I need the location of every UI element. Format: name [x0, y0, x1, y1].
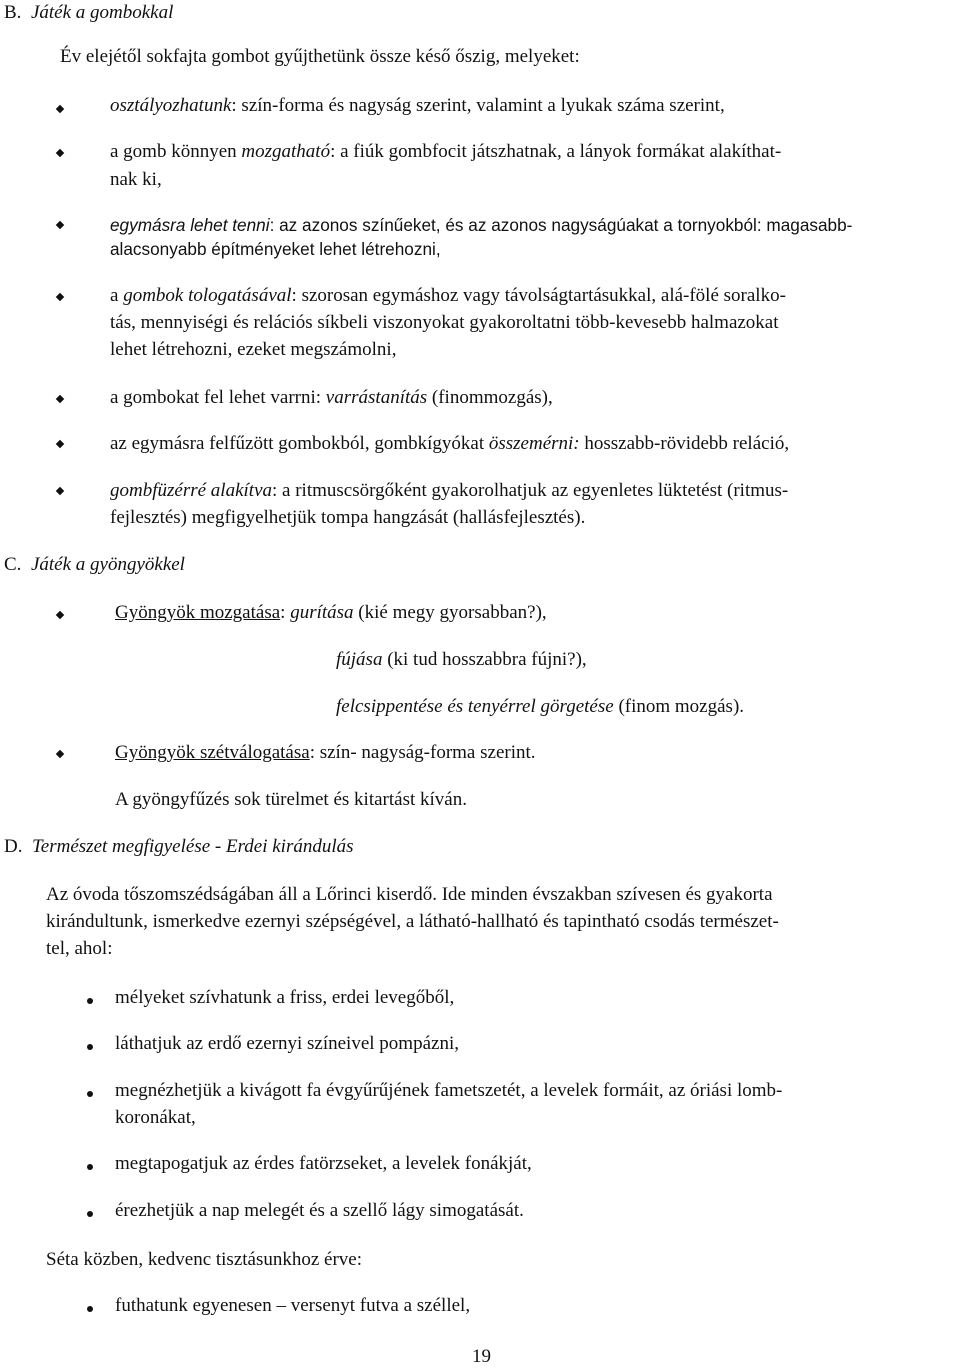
list-item: a gomb könnyen mozgatható: a fiúk gombfocit játszhatnak, a lányok formákat alakíthat-	[110, 141, 782, 162]
bullet-icon	[56, 395, 64, 403]
section-title: Játék a gombokkal	[30, 2, 174, 23]
list-item: Gyöngyök szétválogatása: szín- nagyság-forma szerint.	[115, 742, 536, 763]
bullet-icon	[87, 1211, 93, 1217]
section-title: Játék a gyöngyökkel	[30, 554, 185, 575]
list-item: egymásra lehet tenni: az azonos színűeket, és az azonos nagyságúakat a tornyokból: magasabb-	[110, 215, 853, 235]
bullet-icon	[87, 1306, 93, 1312]
list-item: érezhetjük a nap melegét és a szellő lágy simogatását.	[115, 1200, 524, 1221]
bullet-icon	[56, 105, 64, 113]
note-text: A gyöngyfűzés sok türelmet és kitartást kíván.	[115, 789, 467, 810]
list-item: az egymásra felfűzött gombokból, gombkígyókat összemérni: hosszabb-rövidebb reláció,	[110, 433, 790, 454]
section-d-heading	[4, 836, 354, 858]
list-item-cont: tás, mennyiségi és relációs síkbeli viszonyokat gyakoroltatni több-kevesebb halmazokat	[110, 312, 779, 333]
section-b-heading	[4, 2, 173, 24]
bullet-icon	[56, 221, 64, 229]
intro-text: Év elejétől sokfajta gombot gyűjthetünk össze késő őszig, melyeket:	[60, 46, 580, 67]
list-item: osztályozhatunk: szín-forma és nagyság szerint, valamint a lyukak száma szerint,	[110, 95, 725, 116]
list-item: a gombok tologatásával: szorosan egymáshoz vagy távolságtartásukkal, alá-fölé soralko-	[110, 285, 786, 306]
list-item: megnézhetjük a kivágott fa évgyűrűjének fametszetét, a levelek formáit, az óriási lomb-	[115, 1080, 783, 1101]
list-item: Gyöngyök mozgatása: gurítása (kié megy gyorsabban?),	[115, 602, 547, 623]
list-item: a gombokat fel lehet varrni: varrástanítás (finommozgás),	[110, 387, 553, 408]
list-item: láthatjuk az erdő ezernyi színeivel pompázni,	[115, 1033, 459, 1054]
section-letter: D.	[4, 836, 23, 857]
list-item-cont: koronákat,	[115, 1107, 196, 1128]
bullet-icon	[87, 1164, 93, 1170]
bullet-icon	[87, 1044, 93, 1050]
section-c-heading	[4, 554, 185, 576]
list-item-cont: fejlesztés) megfigyelhetjük tompa hangzását (hallásfejlesztés).	[110, 507, 586, 528]
section-letter: C.	[4, 554, 22, 575]
list-item: gombfüzérré alakítva: a ritmuscsörgőként gyakorolhatjuk az egyenletes lüktetést (ritmus-	[110, 480, 789, 501]
list-item: futhatunk egyenesen – versenyt futva a széllel,	[115, 1295, 471, 1316]
paragraph-line: tel, ahol:	[46, 938, 113, 959]
walk-text: Séta közben, kedvenc tisztásunkhoz érve:	[46, 1249, 363, 1270]
bullet-icon	[87, 1091, 93, 1097]
list-item-cont: felcsippentése és tenyérrel görgetése (finom mozgás).	[336, 696, 745, 717]
paragraph-line: Az óvoda tőszomszédságában áll a Lőrinci kiserdő. Ide minden évszakban szívesen és gyakorta	[46, 884, 773, 905]
bullet-icon	[56, 611, 64, 619]
list-item: mélyeket szívhatunk a friss, erdei levegőből,	[115, 987, 455, 1008]
bullet-icon	[56, 149, 64, 157]
bullet-icon	[56, 293, 64, 301]
list-item-cont: fújása (ki tud hosszabbra fújni?),	[336, 649, 587, 670]
section-letter: B.	[4, 2, 22, 23]
bullet-icon	[87, 998, 93, 1004]
list-item-cont: alacsonyabb építményeket lehet létrehozni,	[110, 239, 441, 259]
list-item-cont: nak ki,	[110, 169, 162, 190]
list-item: megtapogatjuk az érdes fatörzseket, a levelek fonákját,	[115, 1153, 532, 1174]
section-title: Természet megfigyelése - Erdei kirándulás	[31, 836, 354, 857]
paragraph-line: kirándultunk, ismerkedve ezernyi szépségével, a látható-hallható és tapintható csodás természet-	[46, 911, 779, 932]
bullet-icon	[56, 440, 64, 448]
bullet-icon	[56, 487, 64, 495]
bullet-icon	[56, 750, 64, 758]
page-number: 19	[472, 1346, 491, 1367]
list-item-cont: lehet létrehozni, ezeket megszámolni,	[110, 339, 397, 360]
